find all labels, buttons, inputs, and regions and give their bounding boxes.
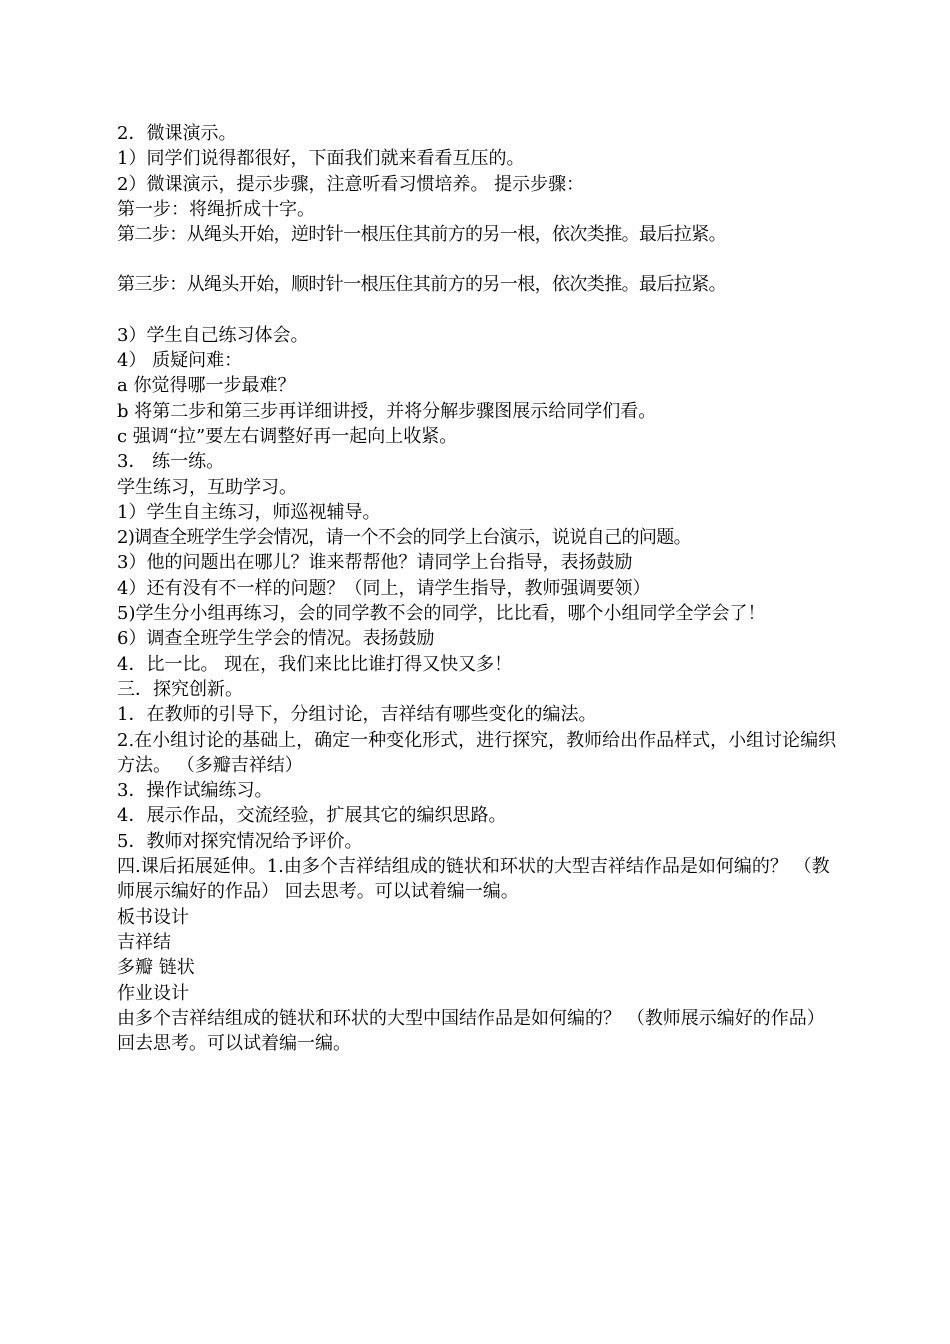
text-line: 3． 练一练。 bbox=[117, 451, 225, 473]
text-line: 5．教师对探究情况给予评价。 bbox=[117, 830, 363, 852]
text-line: 3）学生自己练习体会。 bbox=[117, 324, 309, 346]
text-line: 第二步：从绳头开始，逆时针一根压住其前方的另一根，依次类推。最后拉紧。 bbox=[117, 224, 726, 246]
text-line: 4）还有没有不一样的问题？（同上，请学生指导，教师强调要领） bbox=[117, 577, 651, 599]
text-line: 2)调查全班学生学会情况，请一个不会的同学上台演示，说说自己的问题。 bbox=[117, 527, 692, 549]
text-line: 3）他的问题出在哪儿？谁来帮帮他？请同学上台指导，表扬鼓励 bbox=[117, 552, 633, 574]
board-item: 多瓣 链状 bbox=[117, 957, 195, 979]
text-line: 4．比一比。 现在，我们来比比谁打得又快又多！ bbox=[117, 653, 513, 675]
text-line: 第三步：从绳头开始，顺时针一根压住其前方的另一根，依次类推。最后拉紧。 bbox=[117, 274, 726, 296]
text-line: a 你觉得哪一步最难？ bbox=[117, 375, 296, 397]
text-line: c 强调“拉”要左右调整好再一起向上收紧。 bbox=[117, 425, 458, 447]
text-paragraph: 2.在小组讨论的基础上，确定一种变化形式，进行探究，教师给出作品样式，小组讨论编织方法。 （多瓣吉祥结） bbox=[117, 729, 837, 776]
text-line: 2．微课演示。 bbox=[117, 123, 237, 144]
text-paragraph: 四.课后拓展延伸。1.由多个吉祥结组成的链状和环状的大型吉祥结作品是如何编的？ （教师展示编好的作品） 回去思考。可以试着编一编。 bbox=[117, 856, 830, 903]
document-body bbox=[117, 121, 847, 1056]
blank-line bbox=[117, 247, 847, 272]
section-heading: 板书设计 bbox=[117, 906, 189, 928]
text-line: b 将第二步和第三步再详细讲授，并将分解步骤图展示给同学们看。 bbox=[117, 400, 657, 422]
blank-line bbox=[117, 298, 847, 323]
text-line: 3．操作试编练习。 bbox=[117, 780, 273, 802]
section-heading: 作业设计 bbox=[117, 982, 189, 1004]
text-paragraph: 5)学生分小组再练习，会的同学教不会的同学，比比看，哪个小组同学全学会了！ bbox=[117, 603, 766, 625]
text-line: 2）微课演示，提示步骤，注意听看习惯培养。 提示步骤： bbox=[117, 173, 585, 195]
text-line: 4．展示作品，交流经验，扩展其它的编织思路。 bbox=[117, 805, 507, 827]
board-title: 吉祥结 bbox=[117, 931, 171, 953]
text-line: 学生练习，互助学习。 bbox=[117, 476, 297, 498]
text-line: 1．在教师的引导下，分组讨论，吉祥结有哪些变化的编法。 bbox=[117, 704, 597, 726]
text-line: 6）调查全班学生学会的情况。表扬鼓励 bbox=[117, 628, 435, 650]
text-line: 第一步：将绳折成十字。 bbox=[117, 198, 315, 220]
text-line: 1）学生自主练习，师巡视辅导。 bbox=[117, 501, 381, 523]
section-heading: 三．探究创新。 bbox=[117, 678, 243, 700]
text-line: 1）同学们说得都很好，下面我们就来看看互压的。 bbox=[117, 148, 525, 170]
text-line: 4） 质疑问难： bbox=[117, 350, 243, 372]
text-paragraph: 由多个吉祥结组成的链状和环状的大型中国结作品是如何编的？ （教师展示编好的作品） 回去思考。可以试着编一编。 bbox=[117, 1007, 825, 1055]
